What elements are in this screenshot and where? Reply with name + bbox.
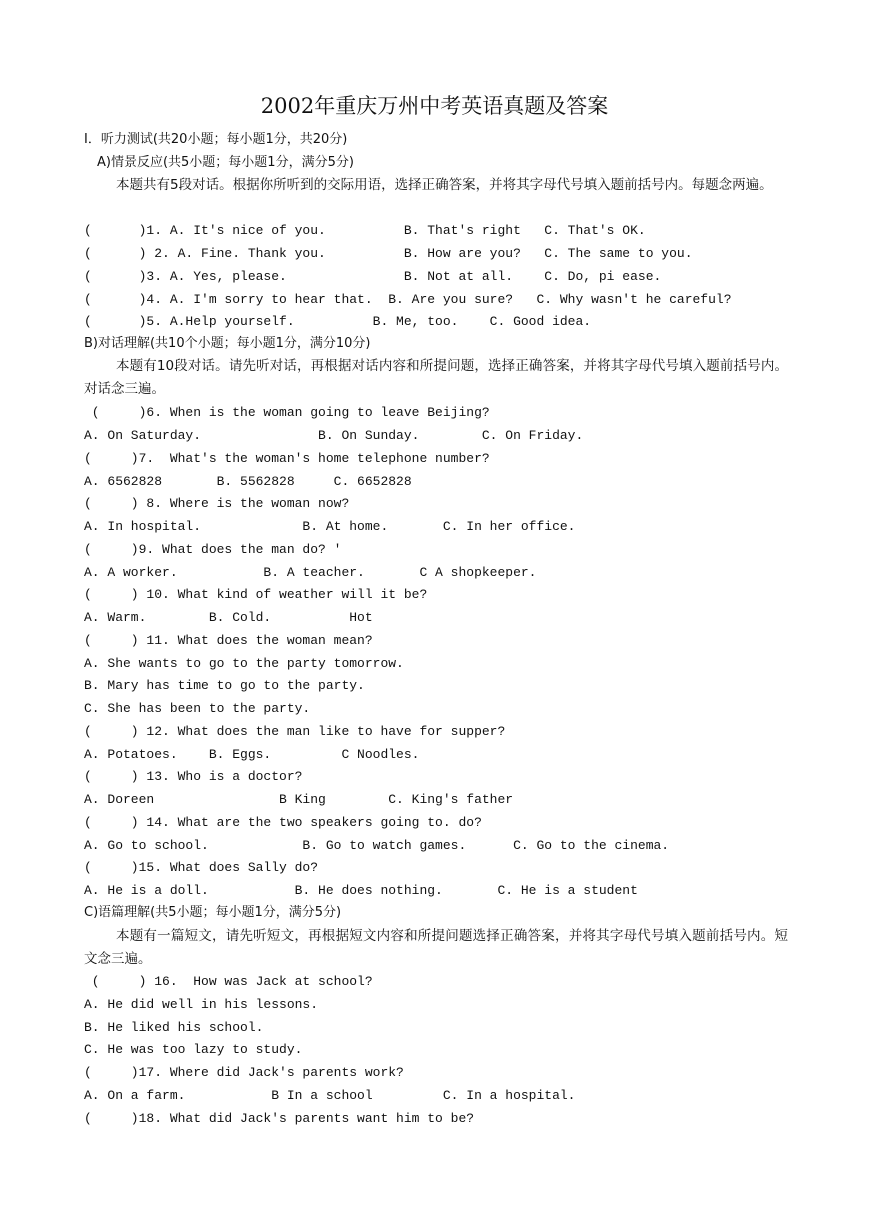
question-11-option-a: A. She wants to go to the party tomorrow. <box>84 656 404 671</box>
page-title: 2002年重庆万州中考英语真题及答案 <box>260 94 609 118</box>
question-9-options: A. A worker. B. A teacher. C A shopkeeper. <box>84 565 537 580</box>
question-14-options: A. Go to school. B. Go to watch games. C. Go to the cinema. <box>84 838 670 853</box>
question-3: ( )3. A. Yes, please. B. Not at all. C. Do, pi ease. <box>84 269 662 284</box>
question-12-options: A. Potatoes. B. Eggs. C Noodles. <box>84 747 420 762</box>
question-15-options: A. He is a doll. B. He does nothing. C. He is a student <box>84 883 638 898</box>
question-10: ( ) 10. What kind of weather will it be? <box>84 587 428 602</box>
question-7-options: A. 6562828 B. 5562828 C. 6652828 <box>84 474 412 489</box>
question-10-options: A. Warm. B. Cold. Hot <box>84 610 373 625</box>
question-17-options: A. On a farm. B In a school C. In a hospital. <box>84 1088 576 1103</box>
question-6: ( )6. When is the woman going to leave Beijing? <box>84 405 490 420</box>
question-16-option-a: A. He did well in his lessons. <box>84 997 319 1012</box>
part-a-instruction: 本题共有5段对话。根据你所听到的交际用语，选择正确答案，并将其字母代号填入题前括号内。每题念两遍。 <box>116 177 773 193</box>
question-9: ( )9. What does the man do? ' <box>84 542 342 557</box>
part-c-instruction: 本题有一篇短文，请先听短文，再根据短文内容和所提问题选择正确答案，并将其字母代号填入题前括号内。短文念三遍。 <box>84 928 788 967</box>
question-8: ( ) 8. Where is the woman now? <box>84 496 350 511</box>
question-1: ( )1. A. It's nice of you. B. That's right C. That's OK. <box>84 223 646 238</box>
question-7: ( )7. What's the woman's home telephone number? <box>84 451 490 466</box>
question-17: ( )17. Where did Jack's parents work? <box>84 1065 404 1080</box>
question-11-option-b: B. Mary has time to go to the party. <box>84 678 365 693</box>
question-6-options: A. On Saturday. B. On Sunday. C. On Friday. <box>84 428 584 443</box>
question-16-option-c: C. He was too lazy to study. <box>84 1042 303 1057</box>
part-a-heading: A)情景反应(共5小题；每小题1分，满分5分) <box>97 155 354 170</box>
question-13: ( ) 13. Who is a doctor? <box>84 769 303 784</box>
section-heading-listening: I．听力测试(共20小题；每小题1分，共20分) <box>84 132 348 147</box>
question-13-options: A. Doreen B King C. King's father <box>84 792 514 807</box>
question-4: ( )4. A. I'm sorry to hear that. B. Are you sure? C. Why wasn't he careful? <box>84 292 732 307</box>
question-11: ( ) 11. What does the woman mean? <box>84 633 373 648</box>
question-2: ( ) 2. A. Fine. Thank you. B. How are you? C. The same to you. <box>84 246 693 261</box>
question-11-option-c: C. She has been to the party. <box>84 701 311 716</box>
question-8-options: A. In hospital. B. At home. C. In her office. <box>84 519 576 534</box>
question-18: ( )18. What did Jack's parents want him to be? <box>84 1111 475 1126</box>
question-15: ( )15. What does Sally do? <box>84 860 319 875</box>
question-16-option-b: B. He liked his school. <box>84 1020 264 1035</box>
question-14: ( ) 14. What are the two speakers going to. do? <box>84 815 482 830</box>
question-12: ( ) 12. What does the man like to have for supper? <box>84 724 506 739</box>
question-16: ( ) 16. How was Jack at school? <box>84 974 373 989</box>
part-b-heading: B)对话理解(共10个小题；每小题1分，满分10分) <box>84 336 371 351</box>
part-c-heading: C)语篇理解(共5小题；每小题1分，满分5分) <box>84 905 342 920</box>
question-5: ( )5. A.Help yourself. B. Me, too. C. Good idea. <box>84 314 592 329</box>
part-b-instruction: 本题有10段对话。请先听对话，再根据对话内容和所提问题，选择正确答案，并将其字母代号填入题前括号内。对话念三遍。 <box>84 358 788 397</box>
